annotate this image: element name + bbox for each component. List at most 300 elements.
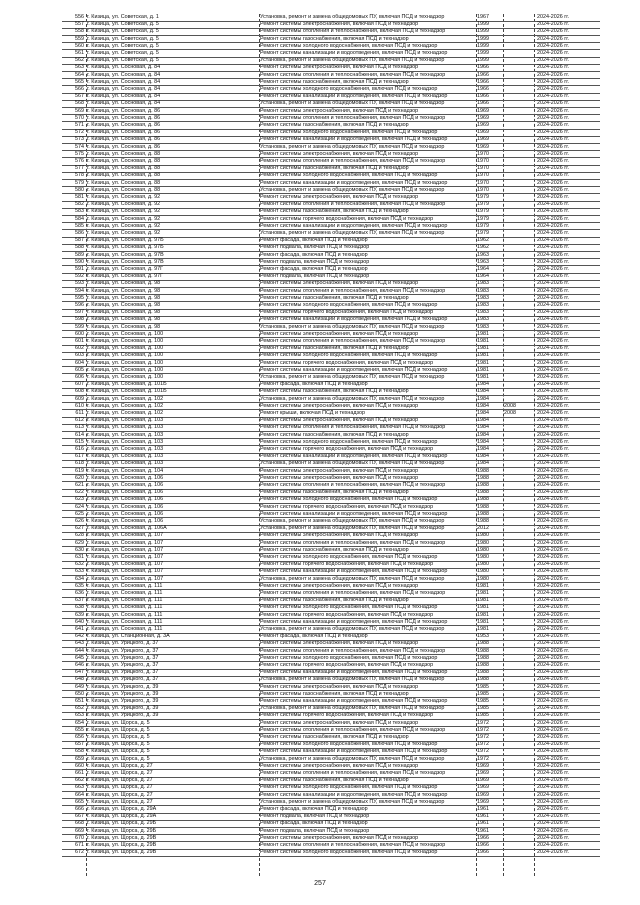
address-cell: г. Кизица, ул. Щорса, д. 27 bbox=[87, 770, 153, 776]
planned-period-cell: 2024-2026 гг. bbox=[537, 402, 570, 409]
work-type-cell: Ремонт системы отопления и теплоснабжения, включая ПСД и технадзор bbox=[260, 287, 446, 294]
address-cell: г. Кизица, ул. Советская, д. 5 bbox=[87, 50, 159, 56]
planned-period-cell: 2024-2026 гг. bbox=[537, 122, 570, 128]
address-cell: г. Кизица, ул. Сосновая, д. 86 bbox=[87, 107, 161, 114]
row-number: 644 bbox=[75, 647, 84, 654]
planned-period-cell: 2024-2026 гг. bbox=[537, 726, 570, 733]
planned-period-cell: 2024-2026 гг. bbox=[537, 410, 570, 416]
work-type-cell: Ремонт системы газоснабжения, включая ПСД и технадзор bbox=[260, 122, 409, 128]
row-number: 568 bbox=[75, 100, 84, 107]
year-built-cell: 1984 bbox=[477, 410, 489, 416]
planned-period-cell: 2024-2026 гг. bbox=[537, 424, 570, 431]
address-cell: г. Кизица, ул. Щорса, д. 5 bbox=[87, 741, 150, 748]
address-cell: г. Кизица, ул. Сосновая, д. 103 bbox=[87, 460, 164, 467]
row-number: 650 bbox=[75, 690, 84, 697]
work-type-cell: Ремонт системы электроснабжения, включая ПСД и технадзор bbox=[260, 417, 419, 424]
address-cell: г. Кизица, ул. Сосновая, д. 88 bbox=[87, 172, 161, 179]
year-built-cell: 1966 bbox=[477, 100, 489, 107]
planned-period-cell: 2024-2026 гг. bbox=[537, 186, 570, 193]
address-cell: г. Кизица, ул. Урицкого, д. 37 bbox=[87, 669, 159, 676]
row-number: 658 bbox=[75, 748, 84, 755]
row-number: 556 bbox=[75, 14, 84, 20]
planned-period-cell: 2024-2026 гг. bbox=[537, 813, 570, 820]
work-type-cell: Ремонт системы канализации и водоотведения, включая ПСД и технадзор bbox=[260, 50, 448, 56]
row-number: 567 bbox=[75, 93, 84, 100]
year-built-cell: 1985 bbox=[477, 705, 489, 712]
row-number: 659 bbox=[75, 755, 84, 762]
address-cell: г. Кизица, ул. Сосновая, д. 106 bbox=[87, 489, 164, 496]
work-type-cell: Ремонт системы отопления и теплоснабжения, включая ПСД и технадзор bbox=[260, 424, 446, 431]
row-number: 597 bbox=[75, 309, 84, 316]
planned-period-cell: 2024-2026 гг. bbox=[537, 503, 570, 510]
row-number: 631 bbox=[75, 554, 84, 560]
year-built-cell: 1970 bbox=[477, 186, 489, 193]
work-type-cell: Установка, ремонт и замена общедомовых ПУ, включая ПСД и технадзор bbox=[260, 626, 445, 632]
work-type-cell: Ремонт системы холодного водоснабжения, включая ПСД и технадзор bbox=[260, 554, 438, 560]
year-built-cell: 1988 bbox=[477, 654, 489, 661]
planned-period-cell: 2024-2026 гг. bbox=[537, 453, 570, 460]
year-built-cell: 1979 bbox=[477, 194, 489, 200]
address-cell: г. Кизица, ул. Щорса, д. 5 bbox=[87, 748, 150, 755]
address-cell: г. Кизица, ул. Урицкого, д. 39 bbox=[87, 705, 159, 712]
row-number: 642 bbox=[75, 633, 84, 640]
work-type-cell: Ремонт системы горячего водоснабжения, включая ПСД и технадзор bbox=[260, 561, 434, 568]
row-number: 626 bbox=[75, 518, 84, 524]
year-built-cell: 1999 bbox=[477, 57, 489, 64]
planned-period-cell: 2024-2026 гг. bbox=[537, 294, 570, 301]
address-cell: г. Кизица, ул. Сосновая, д. 86 bbox=[87, 129, 161, 136]
table-row bbox=[62, 849, 600, 857]
year-built-cell: 1970 bbox=[477, 150, 489, 157]
address-cell: г. Кизица, ул. Сосновая, д. 100 bbox=[87, 345, 164, 352]
year-built-cell: 1988 bbox=[477, 510, 489, 517]
address-cell: г. Кизица, ул. Сосновая, д. 88 bbox=[87, 150, 161, 157]
year-built-cell: 1980 bbox=[477, 554, 489, 560]
planned-period-cell: 2024-2026 гг. bbox=[537, 626, 570, 632]
work-type-cell: Ремонт системы электроснабжения, включая ПСД и технадзор bbox=[260, 474, 419, 481]
year-built-cell: 1969 bbox=[477, 129, 489, 136]
planned-period-cell: 2024-2026 гг. bbox=[537, 532, 570, 539]
work-type-cell: Ремонт системы канализации и водоотведения, включая ПСД и технадзор bbox=[260, 222, 448, 229]
row-number: 600 bbox=[75, 330, 84, 337]
year-built-cell: 1969 bbox=[477, 114, 489, 121]
planned-period-cell: 2024-2026 гг. bbox=[537, 251, 570, 258]
work-type-cell: Установка, ремонт и замена общедомовых ПУ, включая ПСД и технадзор bbox=[260, 705, 445, 712]
address-cell: г. Кизица, ул. Сосновая, д. 111 bbox=[87, 611, 163, 618]
row-number: 672 bbox=[75, 849, 84, 856]
row-number: 604 bbox=[75, 359, 84, 366]
address-cell: г. Кизица, ул. Сосновая, д. 111 bbox=[87, 604, 163, 611]
address-cell: г. Кизица, ул. Советская, д. 5 bbox=[87, 21, 159, 28]
address-cell: г. Кизица, ул. Сосновая, д. 107 bbox=[87, 554, 164, 560]
row-number: 610 bbox=[75, 402, 84, 409]
planned-period-cell: 2024-2026 гг. bbox=[537, 590, 570, 596]
work-type-cell: Установка, ремонт и замена общедомовых ПУ, включая ПСД и технадзор bbox=[260, 100, 445, 107]
planned-period-cell: 2024-2026 гг. bbox=[537, 640, 570, 647]
planned-period-cell: 2024-2026 гг. bbox=[537, 107, 570, 114]
address-cell: г. Кизица, ул. Советская, д. 5 bbox=[87, 35, 159, 42]
planned-period-cell: 2024-2026 гг. bbox=[537, 42, 570, 49]
work-type-cell: Установка, ремонт и замена общедомовых ПУ, включая ПСД и технадзор bbox=[260, 798, 445, 805]
year-built-cell: 1969 bbox=[477, 136, 489, 143]
row-number: 606 bbox=[75, 374, 84, 380]
row-number: 576 bbox=[75, 158, 84, 164]
planned-period-cell: 2024-2026 гг. bbox=[537, 64, 570, 71]
planned-period-cell: 2024-2026 гг. bbox=[537, 806, 570, 812]
address-cell: г. Кизица, ул. Урицкого, д. 39 bbox=[87, 712, 159, 719]
work-type-cell: Ремонт фасада, включая ПСД и технадзор bbox=[260, 633, 368, 640]
row-number: 581 bbox=[75, 194, 84, 200]
address-cell: г. Кизица, ул. Сосновая, д. 111 bbox=[87, 626, 163, 632]
address-cell: г. Кизица, ул. Сосновая, д. 88 bbox=[87, 186, 161, 193]
planned-period-cell: 2024-2026 гг. bbox=[537, 302, 570, 308]
row-number: 645 bbox=[75, 654, 84, 661]
address-cell: г. Кизица, ул. Сосновая, д. 86 bbox=[87, 136, 161, 143]
row-number: 620 bbox=[75, 474, 84, 481]
year-built-cell: 1981 bbox=[477, 366, 489, 373]
planned-period-cell: 2024-2026 гг. bbox=[537, 266, 570, 272]
planned-period-cell: 2024-2026 гг. bbox=[537, 287, 570, 294]
address-cell: г. Кизица, ул. Урицкого, д. 37 bbox=[87, 647, 159, 654]
year-built-cell: 1979 bbox=[477, 208, 489, 215]
planned-period-cell: 2024-2026 гг. bbox=[537, 467, 570, 474]
row-number: 571 bbox=[75, 122, 84, 128]
row-number: 627 bbox=[75, 525, 84, 532]
planned-period-cell: 2024-2026 гг. bbox=[537, 683, 570, 690]
work-type-cell: Ремонт системы газоснабжения, включая ПСД и технадзор bbox=[260, 208, 409, 215]
year-built-cell: 1969 bbox=[477, 784, 489, 791]
work-type-cell: Ремонт системы холодного водоснабжения, включая ПСД и технадзор bbox=[260, 741, 438, 748]
work-type-cell: Установка, ремонт и замена общедомовых ПУ, включая ПСД и технадзор bbox=[260, 143, 445, 150]
work-type-cell: Ремонт системы горячего водоснабжения, включая ПСД и технадзор bbox=[260, 662, 434, 668]
planned-period-cell: 2024-2026 гг. bbox=[537, 237, 570, 244]
work-type-cell: Ремонт фасада, включая ПСД и технадзор bbox=[260, 806, 368, 812]
work-type-cell: Ремонт системы электроснабжения, включая ПСД и технадзор bbox=[260, 280, 419, 287]
planned-period-cell: 2024-2026 гг. bbox=[537, 71, 570, 78]
planned-period-cell: 2024-2026 гг. bbox=[537, 230, 570, 236]
work-type-cell: Ремонт фасада, включая ПСД и технадзор bbox=[260, 266, 368, 272]
year-built-cell: 1980 bbox=[477, 539, 489, 546]
work-type-cell: Ремонт системы электроснабжения, включая ПСД и технадзор bbox=[260, 194, 419, 200]
row-number: 632 bbox=[75, 561, 84, 568]
row-number: 639 bbox=[75, 611, 84, 618]
planned-period-cell: 2024-2026 гг. bbox=[537, 741, 570, 748]
address-cell: г. Кизица, ул. Урицкого, д. 39 bbox=[87, 690, 159, 697]
year-built-cell: 1988 bbox=[477, 647, 489, 654]
planned-period-cell: 2024-2026 гг. bbox=[537, 352, 570, 359]
work-type-cell: Ремонт системы канализации и водоотведения, включая ПСД и технадзор bbox=[260, 618, 448, 625]
year-built-cell: 1981 bbox=[477, 345, 489, 352]
row-number: 593 bbox=[75, 280, 84, 287]
address-cell: г. Кизица, ул. Сосновая, д. 111 bbox=[87, 590, 163, 596]
year-built-cell: 1999 bbox=[477, 35, 489, 42]
work-type-cell: Ремонт системы горячего водоснабжения, включая ПСД и технадзор bbox=[260, 359, 434, 366]
row-number: 625 bbox=[75, 510, 84, 517]
work-type-cell: Ремонт системы электроснабжения, включая ПСД и технадзор bbox=[260, 683, 419, 690]
row-number: 609 bbox=[75, 395, 84, 402]
address-cell: г. Кизица, ул. Сосновая, д. 106 bbox=[87, 496, 164, 503]
work-type-cell: Ремонт системы холодного водоснабжения, включая ПСД и технадзор bbox=[260, 849, 438, 856]
row-number: 615 bbox=[75, 438, 84, 445]
planned-period-cell: 2024-2026 гг. bbox=[537, 417, 570, 424]
year-built-cell: 1983 bbox=[477, 280, 489, 287]
planned-period-cell: 2024-2026 гг. bbox=[537, 136, 570, 143]
address-cell: г. Кизица, ул. Щорса, д. 5 bbox=[87, 734, 150, 740]
row-number: 628 bbox=[75, 532, 84, 539]
planned-period-cell: 2024-2026 гг. bbox=[537, 539, 570, 546]
work-type-cell: Установка, ремонт и замена общедомовых ПУ, включая ПСД и технадзор bbox=[260, 525, 445, 532]
year-built-cell: 1988 bbox=[477, 503, 489, 510]
row-number: 635 bbox=[75, 582, 84, 589]
work-type-cell: Установка, ремонт и замена общедомовых ПУ, включая ПСД и технадзор bbox=[260, 57, 445, 64]
year-built-cell: 1981 bbox=[477, 604, 489, 611]
year-built-cell: 1988 bbox=[477, 489, 489, 496]
year-built-cell: 1970 bbox=[477, 165, 489, 172]
year-built-cell: 1969 bbox=[477, 770, 489, 776]
year-built-cell: 1988 bbox=[477, 467, 489, 474]
address-cell: г. Кизица, ул. Сосновая, д. 84 bbox=[87, 71, 161, 78]
row-number: 669 bbox=[75, 827, 84, 834]
row-number: 608 bbox=[75, 388, 84, 395]
address-cell: г. Кизица, ул. Сосновая, д. 100 bbox=[87, 352, 164, 359]
address-cell: г. Кизица, ул. Сосновая, д. 103 bbox=[87, 424, 164, 431]
work-type-cell: Ремонт системы отопления и теплоснабжения, включая ПСД и технадзор bbox=[260, 158, 446, 164]
row-number: 599 bbox=[75, 323, 84, 330]
year-built-cell: 1983 bbox=[477, 294, 489, 301]
year-built-cell: 1970 bbox=[477, 172, 489, 179]
address-cell: г. Кизица, ул. Сосновая, д. 106А bbox=[87, 525, 167, 532]
work-type-cell: Ремонт системы газоснабжения, включая ПСД и технадзор bbox=[260, 489, 409, 496]
row-number: 587 bbox=[75, 237, 84, 244]
work-type-cell: Ремонт системы канализации и водоотведения, включая ПСД и технадзор bbox=[260, 698, 448, 704]
address-cell: г. Кизица, ул. Сосновая, д. 92 bbox=[87, 222, 161, 229]
work-type-cell: Ремонт системы газоснабжения, включая ПСД и технадзор bbox=[260, 388, 409, 395]
row-number: 582 bbox=[75, 201, 84, 208]
address-cell: г. Кизица, ул. Сосновая, д. 92 bbox=[87, 201, 161, 208]
planned-period-cell: 2024-2026 гг. bbox=[537, 554, 570, 560]
address-cell: г. Кизица, ул. Щорса, д. 27 bbox=[87, 777, 153, 784]
year-built-cell: 1988 bbox=[477, 518, 489, 524]
planned-period-cell: 2024-2026 гг. bbox=[537, 734, 570, 740]
year-built-cell: 1963 bbox=[477, 251, 489, 258]
planned-period-cell: 2024-2026 гг. bbox=[537, 618, 570, 625]
planned-period-cell: 2024-2026 гг. bbox=[537, 21, 570, 28]
row-number: 648 bbox=[75, 676, 84, 683]
address-cell: г. Кизица, ул. Щорса, д. 5 bbox=[87, 755, 150, 762]
year-built-cell: 1984 bbox=[477, 446, 489, 452]
work-type-cell: Ремонт системы канализации и водоотведения, включая ПСД и технадзор bbox=[260, 453, 448, 460]
planned-period-cell: 2024-2026 гг. bbox=[537, 525, 570, 532]
year-built-cell: 1969 bbox=[477, 791, 489, 798]
planned-period-cell: 2024-2026 гг. bbox=[537, 14, 570, 20]
year-built-cell: 1980 bbox=[477, 568, 489, 575]
address-cell: г. Кизица, ул. Урицкого, д. 39 bbox=[87, 698, 159, 704]
year-built-cell: 1984 bbox=[477, 395, 489, 402]
work-type-cell: Ремонт системы горячего водоснабжения, включая ПСД и технадзор bbox=[260, 712, 434, 719]
work-type-cell: Ремонт системы электроснабжения, включая ПСД и технадзор bbox=[260, 330, 419, 337]
row-number: 655 bbox=[75, 726, 84, 733]
work-type-cell: Установка, ремонт и замена общедомовых ПУ, включая ПСД и технадзор bbox=[260, 518, 445, 524]
year-built-cell: 1981 bbox=[477, 611, 489, 618]
work-type-cell: Ремонт системы отопления и теплоснабжения, включая ПСД и технадзор bbox=[260, 338, 446, 344]
address-cell: г. Кизица, ул. Сосновая, д. 92 bbox=[87, 215, 161, 222]
year-built-cell: 1966 bbox=[477, 86, 489, 92]
work-type-cell: Ремонт системы канализации и водоотведения, включая ПСД и технадзор bbox=[260, 366, 448, 373]
work-type-cell: Ремонт системы отопления и теплоснабжения, включая ПСД и технадзор bbox=[260, 590, 446, 596]
row-number: 660 bbox=[75, 762, 84, 769]
row-number: 573 bbox=[75, 136, 84, 143]
work-type-cell: Ремонт подвала, включая ПСД и технадзор bbox=[260, 258, 370, 265]
work-type-cell: Ремонт подвала, включая ПСД и технадзор bbox=[260, 273, 370, 280]
year-built-cell: 1983 bbox=[477, 309, 489, 316]
planned-period-cell: 2024-2026 гг. bbox=[537, 359, 570, 366]
address-cell: г. Кизица, ул. Сосновая, д. 101Б bbox=[87, 388, 167, 395]
year-built-cell: 1980 bbox=[477, 546, 489, 553]
address-cell: г. Кизица, ул. Щорса, д. 5 bbox=[87, 726, 150, 733]
work-type-cell: Установка, ремонт и замена общедомовых ПУ, включая ПСД и технадзор bbox=[260, 460, 445, 467]
address-cell: г. Кизица, ул. Щорса, д. 29В bbox=[87, 849, 157, 856]
address-cell: г. Кизица, ул. Сосновая, д. 103 bbox=[87, 446, 164, 452]
address-cell: г. Кизица, ул. Урицкого, д. 39 bbox=[87, 683, 159, 690]
row-number: 614 bbox=[75, 431, 84, 438]
row-number: 647 bbox=[75, 669, 84, 676]
work-type-cell: Ремонт системы отопления и теплоснабжения, включая ПСД и технадзор bbox=[260, 647, 446, 654]
year-built-cell: 1963 bbox=[477, 258, 489, 265]
planned-period-cell: 2024-2026 гг. bbox=[537, 698, 570, 704]
year-built-cell: 1979 bbox=[477, 201, 489, 208]
planned-period-cell: 2024-2026 гг. bbox=[537, 489, 570, 496]
planned-period-cell: 2024-2026 гг. bbox=[537, 568, 570, 575]
planned-period-cell: 2024-2026 гг. bbox=[537, 676, 570, 683]
planned-period-cell: 2024-2026 гг. bbox=[537, 316, 570, 323]
row-number: 579 bbox=[75, 179, 84, 186]
work-type-cell: Ремонт системы отопления и теплоснабжения, включая ПСД и технадзор bbox=[260, 71, 446, 78]
year-built-cell: 1984 bbox=[477, 424, 489, 431]
work-type-cell: Ремонт системы канализации и водоотведения, включая ПСД и технадзор bbox=[260, 93, 448, 100]
planned-period-cell: 2024-2026 гг. bbox=[537, 438, 570, 445]
address-cell: г. Кизица, ул. Щорса, д. 29В bbox=[87, 834, 157, 841]
planned-period-cell: 2024-2026 гг. bbox=[537, 114, 570, 121]
work-type-cell: Ремонт системы канализации и водоотведения, включая ПСД и технадзор bbox=[260, 179, 448, 186]
work-type-cell: Ремонт системы холодного водоснабжения, включая ПСД и технадзор bbox=[260, 438, 438, 445]
year-built-cell: 1999 bbox=[477, 28, 489, 35]
row-number: 662 bbox=[75, 777, 84, 784]
work-type-cell: Ремонт системы горячего водоснабжения, включая ПСД и технадзор bbox=[260, 446, 434, 452]
planned-period-cell: 2024-2026 гг. bbox=[537, 784, 570, 791]
address-cell: г. Кизица, ул. Сосновая, д. 86 bbox=[87, 122, 161, 128]
planned-period-cell: 2024-2026 гг. bbox=[537, 791, 570, 798]
address-cell: г. Кизица, ул. Сосновая, д. 107 bbox=[87, 568, 164, 575]
work-type-cell: Установка, ремонт и замена общедомовых ПУ, включая ПСД и технадзор bbox=[260, 14, 445, 20]
planned-period-cell: 2024-2026 гг. bbox=[537, 849, 570, 856]
row-number: 624 bbox=[75, 503, 84, 510]
work-type-cell: Установка, ремонт и замена общедомовых ПУ, включая ПСД и технадзор bbox=[260, 374, 445, 380]
address-cell: г. Кизица, ул. Сосновая, д. 107 bbox=[87, 539, 164, 546]
year-built-cell: 1988 bbox=[477, 662, 489, 668]
row-number: 664 bbox=[75, 791, 84, 798]
planned-period-cell: 2024-2026 гг. bbox=[537, 244, 570, 251]
work-type-cell: Ремонт системы горячего водоснабжения, включая ПСД и технадзор bbox=[260, 215, 434, 222]
planned-period-cell: 2024-2026 гг. bbox=[537, 582, 570, 589]
row-number: 565 bbox=[75, 78, 84, 85]
work-type-cell: Установка, ремонт и замена общедомовых ПУ, включая ПСД и технадзор bbox=[260, 395, 445, 402]
planned-period-cell: 2024-2026 гг. bbox=[537, 496, 570, 503]
row-number: 612 bbox=[75, 417, 84, 424]
work-type-cell: Ремонт системы электроснабжения, включая ПСД и технадзор bbox=[260, 640, 419, 647]
work-type-cell: Ремонт системы электроснабжения, включая ПСД и технадзор bbox=[260, 834, 419, 841]
row-number: 670 bbox=[75, 834, 84, 841]
address-cell: г. Кизица, ул. Сосновая, д. 111 bbox=[87, 597, 163, 604]
row-number: 564 bbox=[75, 71, 84, 78]
work-type-cell: Ремонт системы холодного водоснабжения, включая ПСД и технадзор bbox=[260, 302, 438, 308]
work-type-cell: Ремонт системы отопления и теплоснабжения, включая ПСД и технадзор bbox=[260, 539, 446, 546]
year-built-cell: 1972 bbox=[477, 741, 489, 748]
address-cell: г. Кизица, ул. Урицкого, д. 37 bbox=[87, 676, 159, 683]
planned-period-cell: 2024-2026 гг. bbox=[537, 662, 570, 668]
planned-period-cell: 2024-2026 гг. bbox=[537, 611, 570, 618]
address-cell: г. Кизица, ул. Сосновая, д. 84 bbox=[87, 93, 161, 100]
planned-period-cell: 2024-2026 гг. bbox=[537, 820, 570, 827]
work-type-cell: Ремонт системы газоснабжения, включая ПСД и технадзор bbox=[260, 734, 409, 740]
row-number: 630 bbox=[75, 546, 84, 553]
work-type-cell: Ремонт системы канализации и водоотведения, включая ПСД и технадзор bbox=[260, 316, 448, 323]
planned-period-cell: 2024-2026 гг. bbox=[537, 86, 570, 92]
last-repair-year-cell: 2008 bbox=[504, 402, 516, 409]
year-built-cell: 1972 bbox=[477, 726, 489, 733]
planned-period-cell: 2024-2026 гг. bbox=[537, 194, 570, 200]
work-type-cell: Ремонт системы электроснабжения, включая ПСД и технадзор bbox=[260, 402, 419, 409]
work-type-cell: Ремонт системы газоснабжения, включая ПСД и технадзор bbox=[260, 345, 409, 352]
year-built-cell: 1980 bbox=[477, 532, 489, 539]
planned-period-cell: 2024-2026 гг. bbox=[537, 755, 570, 762]
year-built-cell: 1983 bbox=[477, 302, 489, 308]
address-cell: г. Кизица, ул. Советская, д. 5 bbox=[87, 42, 159, 49]
work-type-cell: Ремонт системы канализации и водоотведения, включая ПСД и технадзор bbox=[260, 568, 448, 575]
row-number: 640 bbox=[75, 618, 84, 625]
row-number: 591 bbox=[75, 266, 84, 272]
work-type-cell: Ремонт системы газоснабжения, включая ПСД и технадзор bbox=[260, 78, 409, 85]
address-cell: г. Кизица, ул. Щорса, д. 29В bbox=[87, 842, 157, 848]
work-type-cell: Ремонт системы канализации и водоотведения, включая ПСД и технадзор bbox=[260, 136, 448, 143]
planned-period-cell: 2024-2026 гг. bbox=[537, 712, 570, 719]
year-built-cell: 1966 bbox=[477, 849, 489, 856]
planned-period-cell: 2024-2026 гг. bbox=[537, 172, 570, 179]
address-cell: г. Кизица, ул. Сосновая, д. 86 bbox=[87, 114, 161, 121]
year-built-cell: 1962 bbox=[477, 244, 489, 251]
row-number: 613 bbox=[75, 424, 84, 431]
address-cell: г. Кизица, ул. Урицкого, д. 37 bbox=[87, 654, 159, 661]
address-cell: г. Кизица, ул. Сосновая, д. 92 bbox=[87, 230, 161, 236]
address-cell: г. Кизица, ул. Сосновая, д. 84 bbox=[87, 78, 161, 85]
page-number: 257 bbox=[314, 880, 326, 887]
work-type-cell: Ремонт системы электроснабжения, включая ПСД и технадзор bbox=[260, 762, 419, 769]
year-built-cell: 1985 bbox=[477, 690, 489, 697]
work-type-cell: Ремонт системы отопления и теплоснабжения, включая ПСД и технадзор bbox=[260, 482, 446, 488]
row-number: 637 bbox=[75, 597, 84, 604]
row-number: 638 bbox=[75, 604, 84, 611]
work-type-cell: Ремонт системы холодного водоснабжения, включая ПСД и технадзор bbox=[260, 604, 438, 611]
work-type-cell: Ремонт системы электроснабжения, включая ПСД и технадзор bbox=[260, 582, 419, 589]
year-built-cell: 1984 bbox=[477, 388, 489, 395]
year-built-cell: 1966 bbox=[477, 93, 489, 100]
address-cell: г. Кизица, ул. Сосновая, д. 100 bbox=[87, 374, 164, 380]
work-type-cell: Ремонт системы холодного водоснабжения, включая ПСД и технадзор bbox=[260, 784, 438, 791]
year-built-cell: 1972 bbox=[477, 719, 489, 726]
address-cell: г. Кизица, ул. Сосновая, д. 98 bbox=[87, 302, 161, 308]
row-number: 560 bbox=[75, 42, 84, 49]
year-built-cell: 1981 bbox=[477, 618, 489, 625]
row-number: 605 bbox=[75, 366, 84, 373]
